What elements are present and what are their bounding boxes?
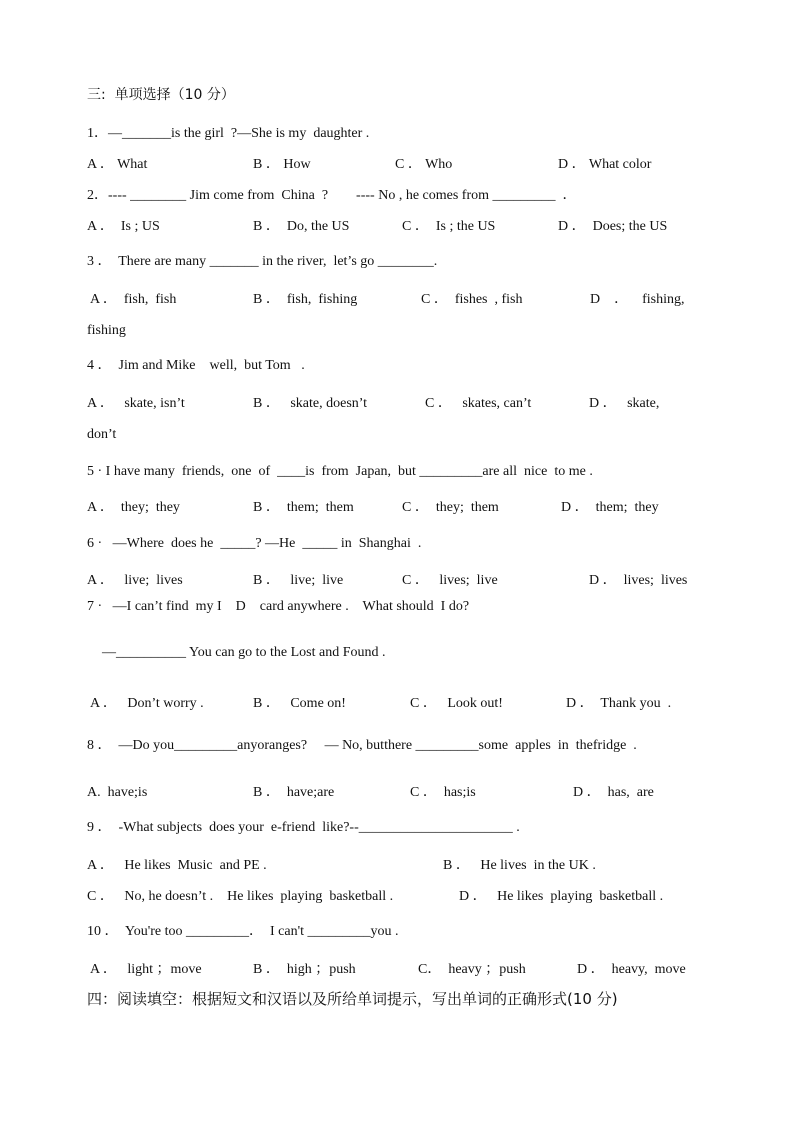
question-9-stem: 9 ． -What subjects does your e-friend like?--______________________ . (87, 820, 520, 835)
question-3-option-b: B ． fish, fishing (253, 292, 358, 307)
question-4-option-a: A ． skate, isn’t (87, 396, 185, 411)
question-4-option-b: B ． skate, doesn’t (253, 396, 368, 411)
question-8-option-b: B ． have;are (253, 785, 335, 800)
question-8-option-a: A. have;is (87, 785, 148, 800)
question-6-option-c: C ． lives; live (402, 573, 498, 588)
section-4-title: 四：阅读填空：根据短文和汉语以及所给单词提示，写出单词的正确形式(10 分) (87, 990, 618, 1008)
question-2-option-c: C ． Is ; the US (402, 219, 496, 234)
question-8-stem: 8 ． —Do you_________anyoranges? — No, butthere _________some apples in thefridge . (87, 738, 637, 753)
question-5-option-a: A ． they; they (87, 500, 180, 515)
question-5-option-d: D ． them; they (561, 500, 659, 515)
section-3-title: 三: 单项选择（10 分） (87, 87, 235, 103)
question-5-option-b: B ． them; them (253, 500, 354, 515)
question-3-stem: 3 ． There are many _______ in the river, let’s go ________. (87, 254, 438, 269)
question-2-option-a: A ． Is ; US (87, 219, 160, 234)
question-8-option-d: D ． has, are (573, 785, 654, 800)
question-1-option-d: D ． What color (558, 157, 652, 172)
question-1-stem: 1．—_______is the girl ?—She is my daughter . (87, 126, 370, 141)
question-2-stem: 2．---- ________ Jim come from China ? ---- No , he comes from _________ ． (87, 188, 577, 203)
question-4-option-d-continuation: don’t (87, 427, 117, 442)
question-6-option-a: A ． live; lives (87, 573, 183, 588)
question-10-option-b: B ． high ；push (253, 962, 356, 977)
question-3-option-d-continuation: fishing (87, 323, 126, 338)
question-2-option-d: D ． Does; the US (558, 219, 668, 234)
question-8-option-c: C ． has;is (410, 785, 476, 800)
question-1-option-b: B ． How (253, 157, 311, 172)
question-4-option-d: D ． skate, (589, 396, 660, 411)
question-5-stem: 5 · I have many friends, one of ____is from Japan, but _________are all nice to me . (87, 464, 593, 479)
question-9-option-b: B ． He lives in the UK . (443, 858, 596, 873)
question-3-option-d: D ． fishing, (590, 292, 685, 307)
question-10-option-a: A ． light ；move (90, 962, 202, 977)
question-9-option-a: A ． He likes Music and PE . (87, 858, 267, 873)
question-7-option-a: A ． Don’t worry . (90, 696, 204, 711)
question-7-answer-line: —__________ You can go to the Lost and Found . (102, 645, 386, 660)
question-7-stem: 7 · —I can’t find my I D card anywhere . What should I do? (87, 599, 470, 614)
question-1-option-c: C ． Who (395, 157, 453, 172)
question-5-option-c: C ． they; them (402, 500, 499, 515)
question-6-option-d: D ． lives; lives (589, 573, 688, 588)
question-7-option-b: B ． Come on! (253, 696, 346, 711)
question-3-option-c: C ． fishes , fish (421, 292, 523, 307)
question-10-stem: 10 ． You're too _________． I can't _________you . (87, 924, 399, 939)
question-4-stem: 4 ． Jim and Mike well, but Tom . (87, 358, 305, 373)
question-6-option-b: B ． live; live (253, 573, 344, 588)
question-6-stem: 6 · —Where does he _____? —He _____ in Shanghai . (87, 536, 422, 551)
question-1-option-a: A ． What (87, 157, 148, 172)
question-9-option-d: D ． He likes playing basketball . (459, 889, 664, 904)
question-4-option-c: C ． skates, can’t (425, 396, 532, 411)
question-3-option-a: A ． fish, fish (90, 292, 177, 307)
question-10-option-d: D ． heavy, move (577, 962, 686, 977)
question-9-option-c: C ． No, he doesn’t . He likes playing basketball . (87, 889, 394, 904)
question-7-option-d: D ． Thank you . (566, 696, 672, 711)
question-10-option-c: C． heavy ；push (418, 962, 526, 977)
question-7-option-c: C ． Look out! (410, 696, 503, 711)
question-2-option-b: B ． Do, the US (253, 219, 350, 234)
